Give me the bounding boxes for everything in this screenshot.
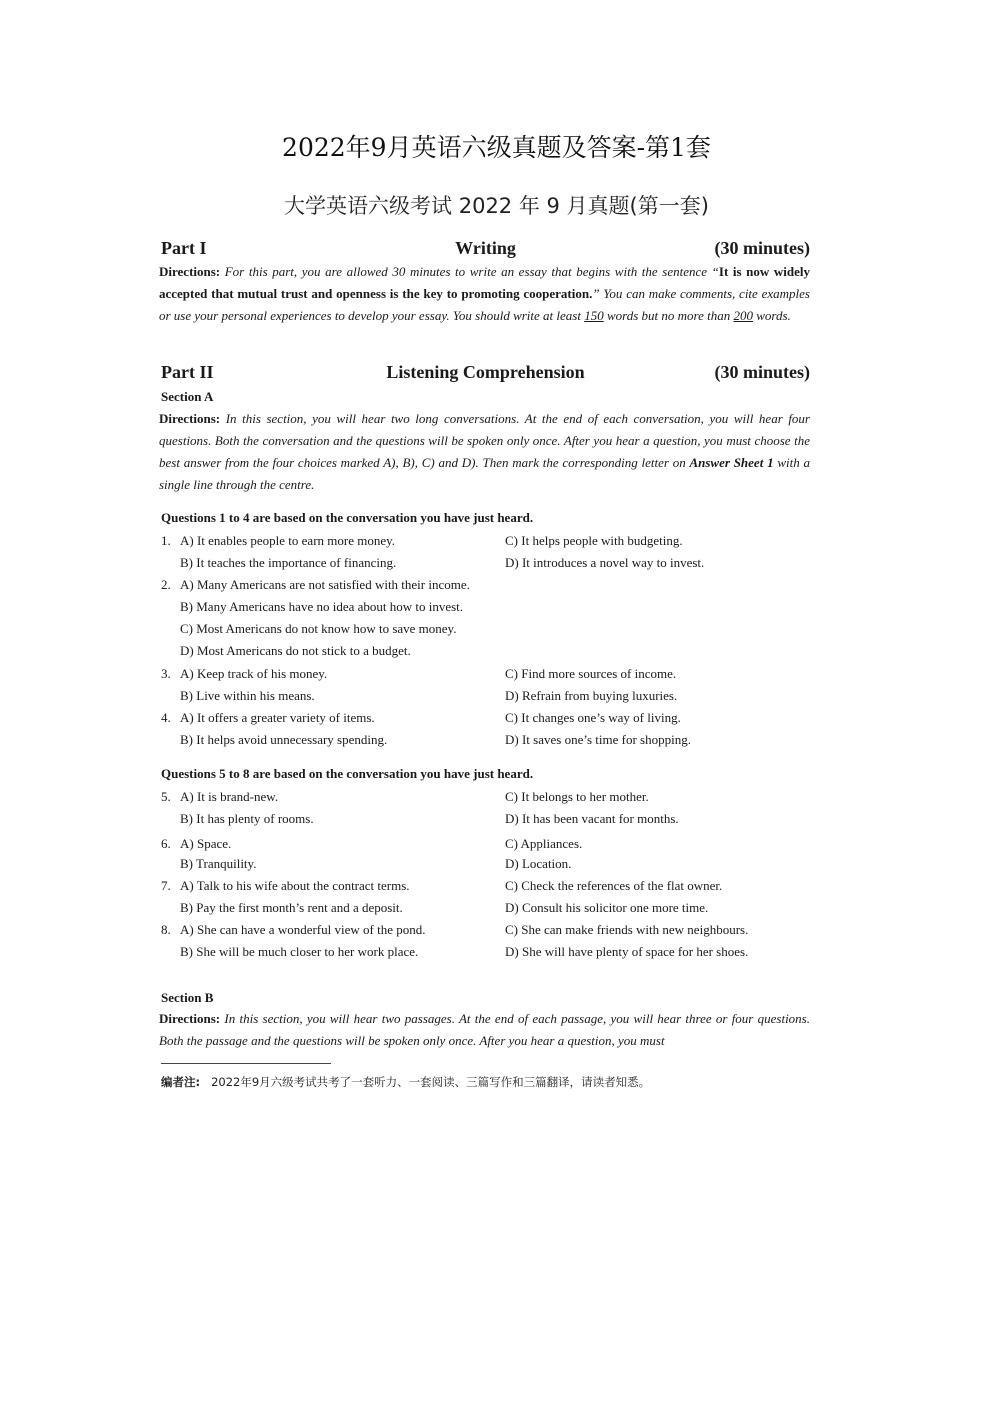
part2-header: [161, 362, 810, 388]
question-number: 1.: [161, 533, 171, 548]
option-d: D) Refrain from buying luxuries.: [505, 688, 678, 703]
option-c: C) Appliances.: [505, 836, 583, 851]
option-a: A) Space.: [180, 836, 232, 851]
option-d: D) It has been vacant for months.: [505, 811, 679, 826]
directions-label: Directions:: [159, 1011, 221, 1026]
option-c: C) Find more sources of income.: [505, 666, 677, 681]
question-number: 5.: [161, 789, 171, 804]
option-d: D) Consult his solicitor one more time.: [505, 900, 709, 915]
max-words: 200: [733, 308, 753, 323]
option-a: A) Many Americans are not satisfied with their income.: [180, 577, 470, 592]
option-c: C) It changes one’s way of living.: [505, 710, 681, 725]
min-words: 150: [584, 308, 604, 323]
option-a: A) It offers a greater variety of items.: [180, 710, 375, 725]
option-d: D) Location.: [505, 856, 572, 871]
editor-note-label: 编者注:: [161, 1075, 201, 1089]
question-number: 7.: [161, 878, 171, 893]
option-d: D) It saves one’s time for shopping.: [505, 732, 691, 747]
part1-time: (30 minutes): [714, 238, 810, 258]
questions-1-4-header: Questions 1 to 4 are based on the conversation you have just heard.: [161, 510, 534, 525]
option-b: B) Tranquility.: [180, 856, 257, 871]
part1-name: Writing: [455, 238, 516, 258]
part1-label: Part I: [161, 238, 207, 258]
option-b: B) Pay the first month’s rent and a deposit.: [180, 900, 403, 915]
option-c: C) It belongs to her mother.: [505, 789, 649, 804]
option-b: B) She will be much closer to her work place.: [180, 944, 419, 959]
part1-directions: Directions: For this part, you are allowed 30 minutes to write an essay that begins with the sentence “It is now widely accepted that mutual trust and openness is the key to promoting cooperation.” You can make comments, cite examples or use your personal experiences to develop your essay. You should write at least 150 words but no more than 200 words.: [159, 264, 810, 323]
section-b-heading: Section B: [161, 990, 214, 1005]
option-b: B) Many Americans have no idea about how to invest.: [180, 599, 464, 614]
directions-label: Directions:: [159, 264, 221, 279]
option-c: C) It helps people with budgeting.: [505, 533, 683, 548]
question-number: 6.: [161, 836, 171, 851]
section-a-directions: Directions: In this section, you will hear two long conversations. At the end of each conversation, you will hear four questions. Both the conversation and the questions will be spoken only once. After you hear a question, you must choose the best answer from the four choices marked A), B), C) and D). Then mark the corresponding letter on Answer Sheet 1 with a single line through the centre.: [159, 411, 810, 492]
document-title: 2022年9月英语六级真题及答案-第1套: [282, 133, 711, 162]
section-a-heading: Section A: [161, 389, 214, 404]
option-b: B) It has plenty of rooms.: [180, 811, 314, 826]
option-b: B) Live within his means.: [180, 688, 315, 703]
question-number: 4.: [161, 710, 171, 725]
question-number: 8.: [161, 922, 171, 937]
directions-label: Directions:: [159, 411, 221, 426]
question-number: 3.: [161, 666, 171, 681]
option-a: A) It is brand-new.: [180, 789, 279, 804]
option-d: D) It introduces a novel way to invest.: [505, 555, 705, 570]
option-b: B) It teaches the importance of financing.: [180, 555, 397, 570]
option-a: A) Talk to his wife about the contract terms.: [180, 878, 410, 893]
option-d: D) Most Americans do not stick to a budget.: [180, 643, 411, 658]
questions-5-8-header: Questions 5 to 8 are based on the conversation you have just heard.: [161, 766, 534, 781]
option-a: A) She can have a wonderful view of the pond.: [180, 922, 426, 937]
option-a: A) It enables people to earn more money.: [180, 533, 396, 548]
editor-note: [161, 1074, 650, 1090]
option-c: C) Most Americans do not know how to save money.: [180, 621, 457, 636]
option-c: C) She can make friends with new neighbours.: [505, 922, 749, 937]
answer-sheet-ref: Answer Sheet 1: [689, 455, 774, 470]
footnote-divider: [161, 1063, 331, 1064]
option-a: A) Keep track of his money.: [180, 666, 328, 681]
part2-label: Part II: [161, 362, 214, 382]
part2-time: (30 minutes): [714, 362, 810, 382]
section-b-directions: Directions: In this section, you will hear two passages. At the end of each passage, you will hear three or four questions. Both the passage and the questions will be spoken only once. After you hear a question, you must: [159, 1011, 810, 1048]
question-number: 2.: [161, 577, 171, 592]
exam-subtitle: 大学英语六级考试 2022 年 9 月真题(第一套): [284, 194, 709, 218]
part2-name: Listening Comprehension: [386, 362, 585, 382]
essay-prompt: It is now widely accepted that mutual trust and openness is the key to promoting cooperation.: [159, 264, 810, 301]
option-b: B) It helps avoid unnecessary spending.: [180, 732, 388, 747]
option-c: C) Check the references of the flat owner.: [505, 878, 723, 893]
option-d: D) She will have plenty of space for her shoes.: [505, 944, 749, 959]
editor-note-text: 2022年9月六级考试共考了一套听力、一套阅读、三篇写作和三篇翻译，请读者知悉。: [211, 1075, 651, 1089]
